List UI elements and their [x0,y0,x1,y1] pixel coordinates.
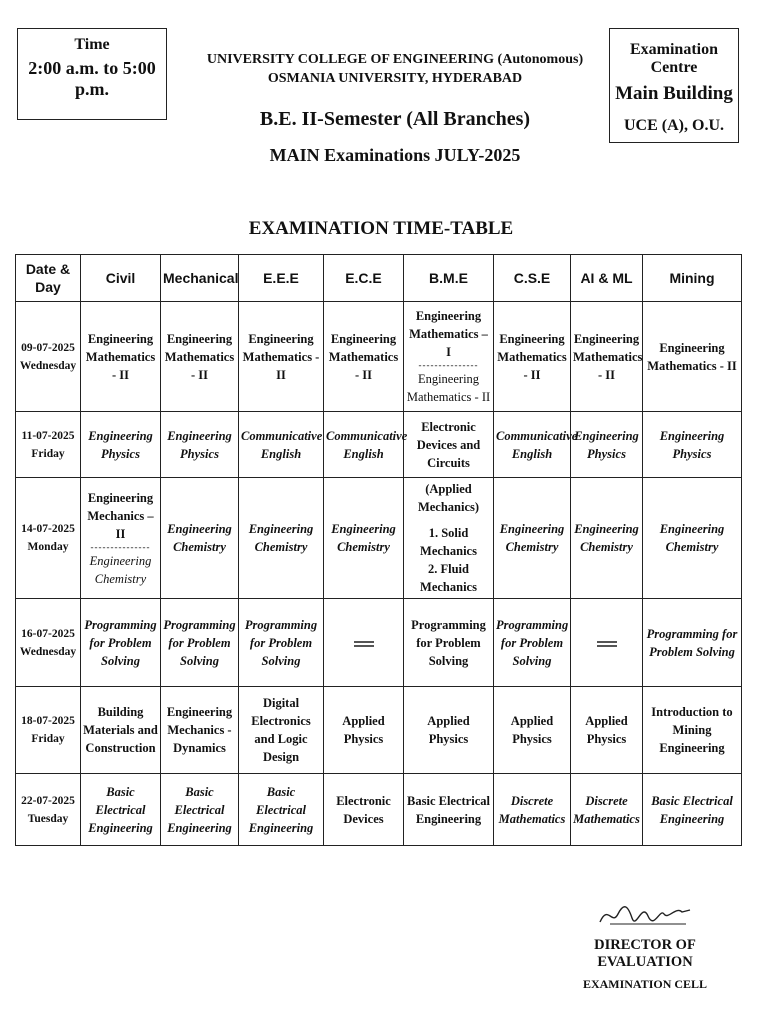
column-header: Civil [81,255,161,302]
exam-cell: Applied Physics [494,687,571,774]
exam-cell: Basic Electrical Engineering [161,774,239,846]
exam-cell: Programming for Problem Solving [239,599,324,687]
no-exam-dash [354,641,374,647]
exam-cell: Programming for Problem Solving [161,599,239,687]
exam-cell: Engineering Chemistry [494,478,571,599]
exam-cell: Applied Physics [404,687,494,774]
column-header: AI & ML [571,255,643,302]
centre-building: Main Building [615,83,733,104]
table-header-row [16,255,742,302]
exam-cell: Introduction to Mining Engineering [643,687,742,774]
exam-cell: Engineering Mathematics - II [239,302,324,412]
column-header: Mechanical [161,255,239,302]
exam-cell: Communicative English [494,412,571,478]
exam-time-box [17,28,167,120]
date-cell: 09-07-2025 Wednesday [16,302,81,412]
exam-cell: Communicative English [324,412,404,478]
exam-cell [324,599,404,687]
timetable [15,254,742,846]
exam-cell: Programming for Problem Solving [494,599,571,687]
exam-cell: Programming for Problem Solving [81,599,161,687]
date-cell: 11-07-2025 Friday [16,412,81,478]
exam-cell: Applied Physics [324,687,404,774]
signatory-office: EXAMINATION CELL [582,977,708,991]
exam-cell [571,599,643,687]
exam-cell: Engineering Mathematics - II [324,302,404,412]
exam-cell: Engineering Mathematics - II [81,302,161,412]
institution-name: UNIVERSITY COLLEGE OF ENGINEERING (Autonomous) [206,52,584,67]
date-cell: 16-07-2025 Wednesday [16,599,81,687]
exam-cell: Discrete Mathematics [571,774,643,846]
exam-cell: Digital Electronics and Logic Design [239,687,324,774]
time-label: Time [74,36,110,53]
exam-cell: Engineering Mechanics – II --------------- Engineering Chemistry [81,478,161,599]
exam-cell: Discrete Mathematics [494,774,571,846]
table-row [16,412,742,478]
separator: --------------- [418,360,479,370]
signature-image [590,896,700,930]
exam-cell: Engineering Mathematics - II [571,302,643,412]
separator: --------------- [90,541,151,552]
exam-cell: Communicative English [239,412,324,478]
table-row [16,774,742,846]
table-row [16,687,742,774]
column-header: E.E.E [239,255,324,302]
timetable-title: EXAMINATION TIME-TABLE [248,218,514,239]
exam-cell: Engineering Physics [643,412,742,478]
exam-cell: Electronic Devices and Circuits [404,412,494,478]
column-header: Mining [643,255,742,302]
exam-centre-box [609,28,739,143]
semester-title: B.E. II-Semester (All Branches) [259,108,531,130]
exam-cell: Building Materials and Construction [81,687,161,774]
table-row [16,599,742,687]
exam-cell: Engineering Mathematics - II [643,302,742,412]
exam-cell: Electronic Devices [324,774,404,846]
exam-title: MAIN Examinations JULY-2025 [269,145,521,165]
exam-cell: Engineering Chemistry [643,478,742,599]
exam-cell: Basic Electrical Engineering [643,774,742,846]
exam-cell: Engineering Physics [161,412,239,478]
exam-cell: Programming for Problem Solving [643,599,742,687]
date-cell: 14-07-2025 Monday [16,478,81,599]
university-name: OSMANIA UNIVERSITY, HYDERABAD [267,71,523,86]
exam-cell: Basic Electrical Engineering [404,774,494,846]
exam-cell: Basic Electrical Engineering [239,774,324,846]
exam-cell: Engineering Mathematics - II [494,302,571,412]
time-value: 2:00 a.m. to 5:00 p.m. [28,58,156,99]
exam-cell: Engineering Chemistry [324,478,404,599]
exam-cell: Engineering Chemistry [571,478,643,599]
exam-cell: Engineering Physics [571,412,643,478]
exam-cell: Basic Electrical Engineering [81,774,161,846]
no-exam-dash [597,641,617,647]
column-header: C.S.E [494,255,571,302]
exam-cell: Engineering Chemistry [161,478,239,599]
exam-cell: Programming for Problem Solving [404,599,494,687]
exam-cell: Engineering Chemistry [239,478,324,599]
column-header: B.M.E [404,255,494,302]
exam-cell: Engineering Mathematics – I --------------- Engineering Mathematics - II [404,302,494,412]
table-row [16,302,742,412]
signature-block [560,896,730,992]
centre-location: UCE (A), O.U. [624,117,724,134]
exam-cell: Engineering Physics [81,412,161,478]
centre-label: Examination Centre [629,41,718,76]
column-header: E.C.E [324,255,404,302]
exam-cell: (Applied Mechanics) 1. Solid Mechanics 2. Fluid Mechanics [404,478,494,599]
table-row [16,478,742,599]
exam-cell: Engineering Mathematics - II [161,302,239,412]
column-header: Date & Day [16,255,81,302]
date-cell: 18-07-2025 Friday [16,687,81,774]
date-cell: 22-07-2025 Tuesday [16,774,81,846]
signatory-title: DIRECTOR OF EVALUATION [594,937,696,970]
document-header [200,50,590,166]
exam-cell: Applied Physics [571,687,643,774]
exam-cell: Engineering Mechanics - Dynamics [161,687,239,774]
